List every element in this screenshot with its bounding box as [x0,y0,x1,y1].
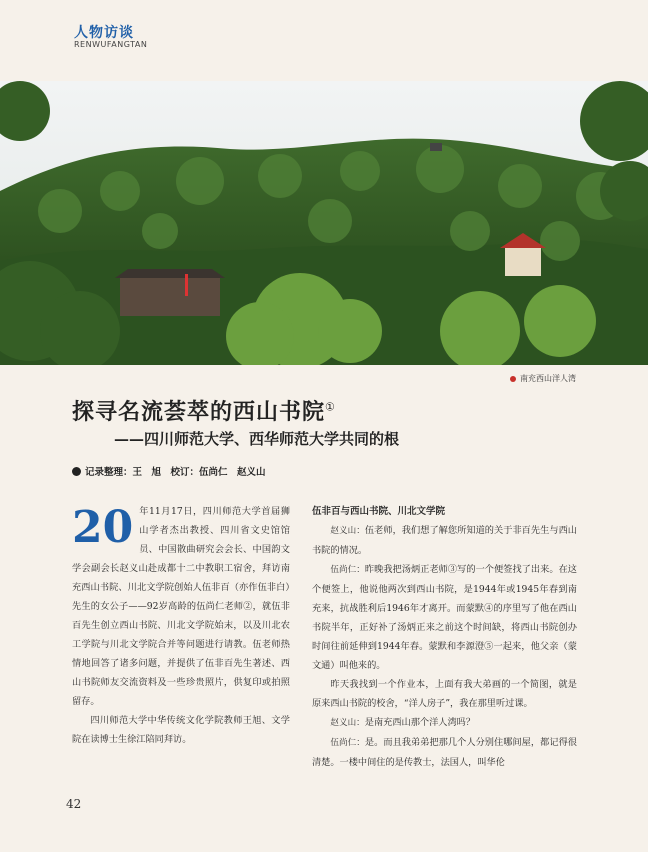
credits [72,464,266,478]
dialogue-text: 是。而且我弟弟把那几个人分别住哪间屋，都记得很清楚。一楼中间住的是传教士，法国人，叫华伦 [312,737,577,768]
dropcap: 20 [72,502,134,553]
credits-text: 记录整理：王 旭 校订：伍尚仁 赵义山 [85,467,266,478]
left-column [72,502,290,749]
speaker-label: 赵义山： [330,526,365,536]
dialogue-text: 是南充西山那个洋人湾吗？ [364,717,476,728]
dialogue-paragraph [312,713,577,733]
title-note: ① [325,400,336,414]
photo-caption [510,373,576,384]
caption-text: 南充西山洋人湾 [520,374,576,383]
dialogue-paragraph [312,675,577,713]
caption-dot-icon [510,376,516,382]
dialogue-text: 伍老师，我们想了解您所知道的关于非百先生与西山书院的情况。 [312,525,577,556]
right-column [312,502,577,772]
speaker-label: 伍尚仁： [330,565,365,575]
dialogue-text: 昨晚我把汤炳正老师③写的一个便签找了出来。在这个便签上，他说他两次到西山书院，是1944年或1945年春到南充来，抗战胜利后1946年才离开。而蒙默④的序里写了他在西山书院半年，正好补了汤炳正来之前这个时间缺，将西山书院创办时间往前延伸到1944年春。蒙默和李源澄⑤一起来，他父亲（蒙文通）叫他来的。 [312,564,577,671]
dialogue-paragraph [312,560,577,675]
intro-text: 年11月17日，四川师范大学首届狮山学者杰出教授、四川省文史馆馆员、中国散曲研究会会长、中国韵文学会副会长赵义山赴成都十二中教职工宿舍，拜访南充西山书院、川北文学院创始人伍非百（亦作伍非白）先生的女公子——92岁高龄的伍尚仁老师②，就伍非百先生创立西山书院、川北文学院始末，以及川北农工学院与川北文学院合并等问题进行请教。伍老师热情地回答了诸多问题，并提供了伍非百先生著述、西山书院师友交流资料及一些珍贵照片，供复印或拍照留存。 [72,506,290,707]
intro-second-paragraph: 四川师范大学中华传统文化学院教师王旭、文学院在读博士生徐江陪同拜访。 [72,715,290,745]
intro-paragraph [72,502,290,711]
landscape-photo [0,81,648,365]
section-pinyin: RENWUFANGTAN [74,40,148,49]
title-text: 探寻名流荟萃的西山书院 [72,399,326,425]
dialogue-text: 昨天我找到一个作业本，上面有我大弟画的一个简图，就是原来西山书院的校舍，“洋人房子”，我在那里听过课。 [312,679,577,709]
speaker-label: 伍尚仁： [330,738,365,748]
section-title: 人物访谈 [74,25,134,41]
bullet-icon [72,467,81,476]
dialogue-paragraph [312,521,577,560]
dialogue-paragraph [312,733,577,772]
speaker-label: 赵义山： [330,718,365,728]
section-heading: 伍非百与西山书院、川北文学院 [312,506,446,517]
page-number: 42 [66,797,82,811]
dialogue-block [312,521,577,772]
article-title [72,395,336,426]
article-subtitle: ——四川师范大学、西华师范大学共同的根 [114,430,400,448]
